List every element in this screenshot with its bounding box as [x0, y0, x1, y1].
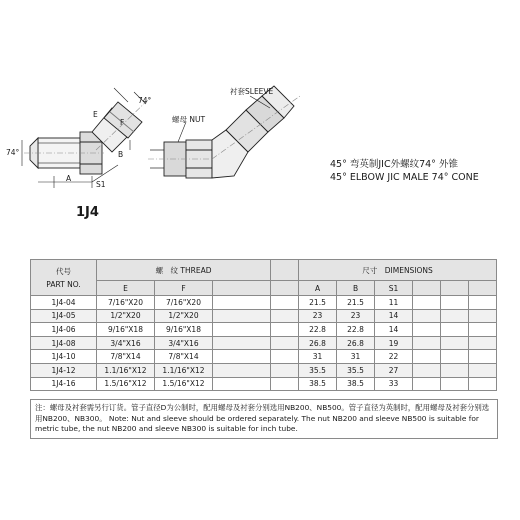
cell-thread-e: 1.1/16"X12 [97, 363, 155, 377]
dimension-label-a: A [66, 174, 72, 183]
cell-blank [441, 309, 469, 323]
cell-blank [271, 296, 299, 310]
cell-thread-e: 1/2"X20 [97, 309, 155, 323]
cell-blank [441, 296, 469, 310]
cell-dim-s1: 19 [375, 336, 413, 350]
cell-part-no: 1J4-12 [31, 363, 97, 377]
cell-thread-f: 1.1/16"X12 [155, 363, 213, 377]
header-a: A [299, 281, 337, 296]
header-blank-cell [469, 281, 497, 296]
cell-blank [213, 323, 271, 337]
header-s1: S1 [375, 281, 413, 296]
cell-thread-f: 9/16"X18 [155, 323, 213, 337]
cell-dim-b: 38.5 [337, 377, 375, 391]
cell-thread-e: 7/8"X14 [97, 350, 155, 364]
header-e: E [97, 281, 155, 296]
cell-blank [469, 350, 497, 364]
cell-part-no: 1J4-08 [31, 336, 97, 350]
cell-thread-e: 1.5/16"X12 [97, 377, 155, 391]
header-blank-cell [441, 281, 469, 296]
cell-blank [213, 309, 271, 323]
cell-blank [213, 336, 271, 350]
header-part-no-cn: 代号 [56, 266, 71, 276]
cell-blank [271, 377, 299, 391]
angle-label-top: 74° [138, 96, 152, 105]
sleeve-label: 衬套SLEEVE [230, 87, 274, 96]
cell-blank [469, 323, 497, 337]
cell-blank [271, 350, 299, 364]
cell-part-no: 1J4-05 [31, 309, 97, 323]
cell-blank [441, 377, 469, 391]
cell-thread-f: 7/8"X14 [155, 350, 213, 364]
table-row [31, 336, 497, 350]
header-b: B [337, 281, 375, 296]
table-subheader-row [31, 281, 497, 296]
ordering-note: 注：螺母及衬套需另行订货。管子直径D为公制时，配用螺母及衬套分别选用NB200、NB500。管子直径为英制时，配用螺母及衬套分别选用NB200、NB300。 Note: Nut and sleeve should be ordered separately. The nut NB200 and sleeve NB500 is suitable for metric tube, the nut NB200 and sleeve NB300 is suitable for inch tube. [30, 399, 498, 439]
cell-blank [271, 363, 299, 377]
cell-blank [413, 377, 441, 391]
cell-dim-a: 38.5 [299, 377, 337, 391]
cell-thread-f: 7/16"X20 [155, 296, 213, 310]
cell-blank [469, 309, 497, 323]
cell-blank [271, 309, 299, 323]
cell-blank [271, 336, 299, 350]
table-row [31, 350, 497, 364]
cell-dim-b: 35.5 [337, 363, 375, 377]
angle-label-left: 74° [6, 148, 20, 157]
cell-blank [413, 323, 441, 337]
cell-dim-a: 21.5 [299, 296, 337, 310]
table-row [31, 323, 497, 337]
cell-dim-a: 31 [299, 350, 337, 364]
cell-dim-b: 26.8 [337, 336, 375, 350]
table-row [31, 296, 497, 310]
cell-dim-a: 26.8 [299, 336, 337, 350]
cell-thread-e: 7/16"X20 [97, 296, 155, 310]
cell-dim-s1: 14 [375, 309, 413, 323]
header-dimensions: 尺寸 DIMENSIONS [299, 260, 497, 281]
cell-blank [469, 377, 497, 391]
header-part-no-en: PART NO. [46, 279, 81, 289]
cell-dim-s1: 14 [375, 323, 413, 337]
cell-part-no: 1J4-16 [31, 377, 97, 391]
cell-dim-b: 31 [337, 350, 375, 364]
cell-blank [213, 377, 271, 391]
cell-thread-f: 1.5/16"X12 [155, 377, 213, 391]
cell-thread-e: 3/4"X16 [97, 336, 155, 350]
cell-blank [413, 350, 441, 364]
cell-blank [441, 350, 469, 364]
cell-dim-b: 23 [337, 309, 375, 323]
cell-thread-e: 9/16"X18 [97, 323, 155, 337]
cell-blank [441, 363, 469, 377]
dimension-label-e: E [93, 110, 98, 119]
cell-blank [441, 336, 469, 350]
header-part-no-cell [31, 260, 97, 296]
part-code-title: 1J4 [76, 205, 99, 220]
cell-blank [413, 296, 441, 310]
cell-dim-s1: 11 [375, 296, 413, 310]
table-row [31, 309, 497, 323]
table-row [31, 377, 497, 391]
cell-dim-s1: 22 [375, 350, 413, 364]
cell-blank [413, 336, 441, 350]
header-blank-cell [413, 281, 441, 296]
fitting-description-english: 45° ELBOW JIC MALE 74° CONE [330, 172, 479, 183]
cell-part-no: 1J4-10 [31, 350, 97, 364]
cell-dim-s1: 33 [375, 377, 413, 391]
table-header-row [31, 260, 497, 281]
dimension-label-f: F [120, 118, 125, 127]
header-f: F [155, 281, 213, 296]
cell-dim-a: 22.8 [299, 323, 337, 337]
cell-blank [271, 323, 299, 337]
dimension-label-s1: S1 [96, 180, 106, 189]
cell-dim-b: 21.5 [337, 296, 375, 310]
cell-blank [413, 363, 441, 377]
cell-thread-f: 3/4"X16 [155, 336, 213, 350]
header-blank-cell [213, 281, 271, 296]
cell-dim-a: 35.5 [299, 363, 337, 377]
cell-blank [213, 296, 271, 310]
cell-blank [469, 296, 497, 310]
dimensions-table [30, 259, 497, 391]
cell-part-no: 1J4-04 [31, 296, 97, 310]
cell-dim-s1: 27 [375, 363, 413, 377]
cell-blank [413, 309, 441, 323]
cell-dim-a: 23 [299, 309, 337, 323]
cell-blank [213, 363, 271, 377]
nut-label: 螺母 NUT [172, 115, 206, 124]
cell-blank [441, 323, 469, 337]
header-thread: 螺 纹 THREAD [97, 260, 271, 281]
cell-blank [469, 336, 497, 350]
table-row [31, 363, 497, 377]
fitting-description-chinese: 45° 弯英制JIC外螺纹74° 外锥 [330, 159, 458, 170]
header-blank-cell [271, 260, 299, 281]
cell-thread-f: 1/2"X20 [155, 309, 213, 323]
technical-drawing-area [0, 0, 520, 250]
header-blank-cell [271, 281, 299, 296]
cell-blank [469, 363, 497, 377]
dimension-label-b: B [118, 150, 124, 159]
cell-dim-b: 22.8 [337, 323, 375, 337]
cell-part-no: 1J4-06 [31, 323, 97, 337]
cell-blank [213, 350, 271, 364]
